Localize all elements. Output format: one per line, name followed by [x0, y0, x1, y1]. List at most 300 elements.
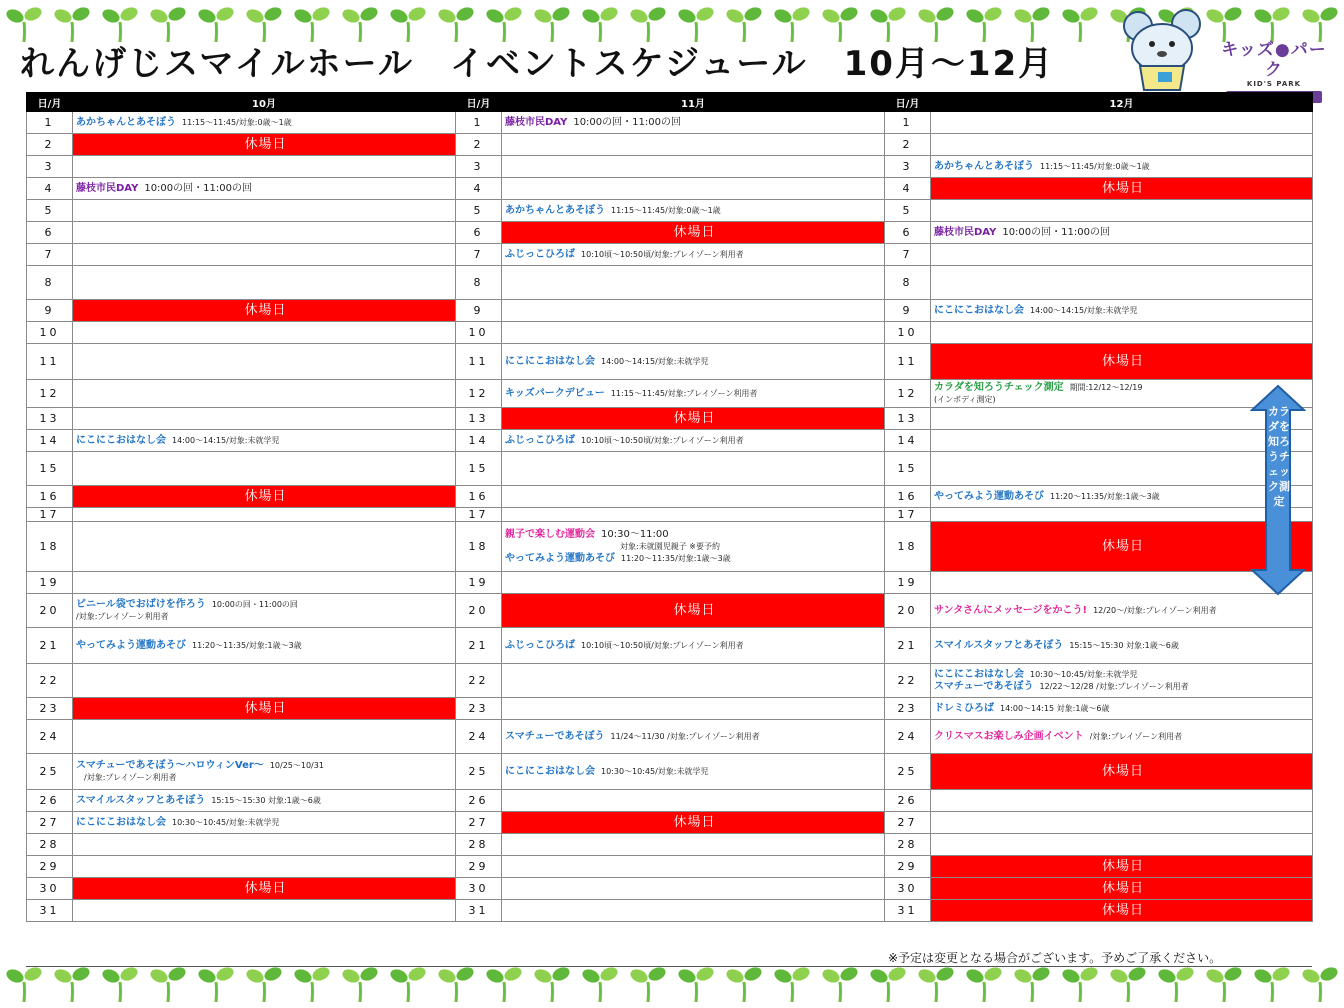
event-cell-oct	[73, 594, 456, 628]
sprout-icon	[820, 965, 859, 1002]
sprout-icon	[484, 965, 523, 1002]
table-row	[27, 812, 1313, 834]
event-cell-nov	[502, 430, 885, 452]
event-line	[76, 183, 455, 195]
sprout-icon	[916, 965, 955, 1002]
event-line	[505, 388, 884, 400]
event-cell-oct	[73, 628, 456, 664]
day-cell-nov: 12	[456, 380, 502, 408]
kids-park-logo	[1214, 40, 1334, 86]
table-row	[27, 380, 1313, 408]
day-cell-oct: 15	[27, 452, 73, 486]
event-cell-nov	[502, 486, 885, 508]
table-row	[27, 754, 1313, 790]
sprout-icon	[4, 965, 43, 1002]
sprout-icon	[244, 5, 283, 42]
sprout-icon	[148, 5, 187, 42]
table-row	[27, 178, 1313, 200]
event-detail: 10:30〜11:00	[601, 528, 669, 540]
day-cell-oct: 6	[27, 222, 73, 244]
event-cell-oct	[73, 380, 456, 408]
event-title: カラダを知ろうチェック測定	[934, 381, 1064, 393]
event-title: ドレミひろば	[934, 702, 994, 714]
day-cell-oct: 20	[27, 594, 73, 628]
event-cell-nov	[502, 900, 885, 922]
header-day-nov: 日/月	[456, 93, 502, 112]
header-month-dec: 12月	[931, 93, 1313, 112]
day-cell-nov: 3	[456, 156, 502, 178]
table-row	[27, 900, 1313, 922]
event-title: やってみよう運動あそび	[76, 639, 186, 651]
event-title: サンタさんにメッセージをかこう!	[934, 604, 1088, 616]
sprout-icon	[292, 5, 331, 42]
table-row	[27, 486, 1313, 508]
event-cell-oct	[73, 452, 456, 486]
event-detail: /対象:プレイゾーン利用者	[1089, 731, 1183, 741]
event-cell-dec	[931, 812, 1313, 834]
day-cell-oct: 13	[27, 408, 73, 430]
day-cell-oct: 30	[27, 878, 73, 900]
day-cell-nov: 25	[456, 754, 502, 790]
event-detail-line: /対象:プレイゾーン利用者	[76, 611, 169, 621]
day-cell-oct: 31	[27, 900, 73, 922]
event-cell-dec	[931, 134, 1313, 156]
sprout-icon	[196, 5, 235, 42]
event-cell-oct	[73, 812, 456, 834]
closed-day-cell-dec: 休場日	[931, 856, 1313, 878]
event-line	[76, 795, 455, 807]
day-cell-oct: 12	[27, 380, 73, 408]
event-title: スマチューであそぼう〜ハロウィンVer〜	[76, 759, 264, 771]
event-cell-dec	[931, 112, 1313, 134]
event-detail: 10:10頃〜10:50頃/対象:プレイゾーン利用者	[581, 435, 744, 445]
header-day-oct: 日/月	[27, 93, 73, 112]
sprout-icon	[868, 965, 907, 1002]
event-cell-dec	[931, 698, 1313, 720]
event-cell-oct	[73, 790, 456, 812]
event-line	[505, 435, 884, 447]
sprout-icon	[1252, 5, 1291, 42]
event-detail: 11:15〜11:45/対象:0歳〜1歳	[611, 205, 721, 215]
event-cell-dec	[931, 200, 1313, 222]
day-cell-oct: 17	[27, 508, 73, 522]
event-cell-oct	[73, 508, 456, 522]
sprout-icon	[4, 5, 43, 42]
event-detail: 10:00の回・11:00の回	[573, 116, 681, 128]
sprout-icon	[100, 965, 139, 1002]
day-cell-oct: 11	[27, 344, 73, 380]
closed-day-cell-dec: 休場日	[931, 900, 1313, 922]
event-detail: 10:30〜10:45/対象:未就学児	[601, 766, 709, 776]
sprout-icon	[1060, 965, 1099, 1002]
event-cell-nov	[502, 754, 885, 790]
event-line	[76, 117, 455, 129]
sprout-icon	[772, 965, 811, 1002]
day-cell-oct: 4	[27, 178, 73, 200]
sprout-icon	[148, 965, 187, 1002]
event-cell-nov	[502, 878, 885, 900]
day-cell-oct: 2	[27, 134, 73, 156]
event-cell-nov	[502, 698, 885, 720]
event-cell-oct	[73, 156, 456, 178]
event-cell-nov	[502, 720, 885, 754]
day-cell-oct: 24	[27, 720, 73, 754]
sprout-icon	[1012, 965, 1051, 1002]
table-row	[27, 878, 1313, 900]
sprout-icon	[820, 5, 859, 42]
event-title: にこにこおはなし会	[505, 355, 595, 367]
sprout-icon	[388, 965, 427, 1002]
logo-sub-text: KID'S PARK	[1246, 80, 1302, 88]
sprout-icon	[1156, 965, 1195, 1002]
day-cell-dec: 30	[885, 878, 931, 900]
event-detail: 14:00〜14:15/対象:未就学児	[601, 356, 709, 366]
closed-day-cell-dec: 休場日	[931, 178, 1313, 200]
event-detail-line: 対象:未就園児親子 ※要予約	[620, 541, 720, 551]
event-cell-oct	[73, 900, 456, 922]
sprout-icon	[196, 965, 235, 1002]
event-detail: 11:20〜11:35/対象:1歳〜3歳	[192, 640, 302, 650]
day-cell-dec: 19	[885, 572, 931, 594]
event-cell-nov	[502, 112, 885, 134]
event-line	[934, 681, 1312, 693]
event-title: 藤枝市民DAY	[934, 226, 997, 238]
event-line	[76, 599, 455, 611]
day-cell-nov: 14	[456, 430, 502, 452]
day-cell-oct: 23	[27, 698, 73, 720]
event-cell-dec	[931, 300, 1313, 322]
event-detail: 11:20〜11:35/対象:1歳〜3歳	[621, 553, 731, 563]
event-cell-nov	[502, 790, 885, 812]
event-cell-oct	[73, 430, 456, 452]
event-cell-oct	[73, 664, 456, 698]
day-cell-dec: 7	[885, 244, 931, 266]
table-row	[27, 134, 1313, 156]
event-detail: 10:30〜10:45/対象:未就学児	[172, 817, 280, 827]
event-detail: 10:00の回・11:00の回	[211, 599, 298, 609]
sprout-icon	[772, 5, 811, 42]
day-cell-nov: 8	[456, 266, 502, 300]
event-cell-dec	[931, 222, 1313, 244]
event-cell-dec	[931, 664, 1313, 698]
sprout-icon	[628, 965, 667, 1002]
event-detail: 10:00の回・11:00の回	[1002, 226, 1110, 238]
event-detail: 10:30〜10:45/対象:未就学児	[1030, 669, 1138, 679]
table-row	[27, 572, 1313, 594]
day-cell-nov: 26	[456, 790, 502, 812]
event-cell-nov	[502, 322, 885, 344]
sprout-icon	[292, 965, 331, 1002]
check-period-label: カラダを知ろうチェック測定	[1268, 405, 1290, 508]
event-title: スマイルスタッフとあそぼう	[934, 639, 1064, 651]
day-cell-dec: 9	[885, 300, 931, 322]
event-detail: 11/24〜11/30 /対象:プレイゾーン利用者	[610, 731, 760, 741]
closed-day-cell-dec: 休場日	[931, 878, 1313, 900]
day-cell-nov: 13	[456, 408, 502, 430]
day-cell-dec: 28	[885, 834, 931, 856]
event-cell-oct	[73, 322, 456, 344]
event-cell-nov	[502, 300, 885, 322]
table-row	[27, 408, 1313, 430]
sprout-icon	[436, 965, 475, 1002]
day-cell-dec: 16	[885, 486, 931, 508]
day-cell-oct: 28	[27, 834, 73, 856]
event-line	[76, 817, 455, 829]
event-cell-oct	[73, 522, 456, 572]
table-row	[27, 594, 1313, 628]
day-cell-oct: 8	[27, 266, 73, 300]
event-detail: 14:00〜14:15/対象:未就学児	[172, 435, 280, 445]
event-cell-dec	[931, 790, 1313, 812]
event-cell-oct	[73, 754, 456, 790]
event-detail: 14:00〜14:15 対象:1歳〜6歳	[1000, 703, 1110, 713]
event-title: ふじっこひろば	[505, 248, 575, 260]
event-title: にこにこおはなし会	[934, 668, 1024, 680]
event-title: あかちゃんとあそぼう	[76, 116, 176, 128]
event-title: にこにこおはなし会	[505, 765, 595, 777]
sprout-icon	[1300, 965, 1339, 1002]
day-cell-oct: 5	[27, 200, 73, 222]
table-row	[27, 720, 1313, 754]
sprout-icon	[52, 5, 91, 42]
event-title: クリスマスお楽しみ企画イベント	[934, 730, 1084, 742]
event-cell-oct	[73, 344, 456, 380]
day-cell-nov: 6	[456, 222, 502, 244]
event-detail: 15:15〜15:30 対象:1歳〜6歳	[211, 795, 321, 805]
sprout-icon	[1108, 965, 1147, 1002]
day-cell-nov: 19	[456, 572, 502, 594]
event-cell-dec	[931, 720, 1313, 754]
event-detail: 11:15〜11:45/対象:0歳〜1歳	[182, 117, 292, 127]
closed-day-cell-oct: 休場日	[73, 698, 456, 720]
event-cell-nov	[502, 572, 885, 594]
event-title: にこにこおはなし会	[76, 816, 166, 828]
event-line	[934, 640, 1312, 652]
sprout-icon	[388, 5, 427, 42]
event-line	[934, 305, 1312, 317]
event-title: にこにこおはなし会	[934, 304, 1024, 316]
event-title: キッズパークデビュー	[505, 387, 605, 399]
event-cell-oct	[73, 244, 456, 266]
event-detail: 12/22〜12/28 /対象:プレイゾーン利用者	[1039, 681, 1189, 691]
table-row	[27, 222, 1313, 244]
event-title: ビニール袋でおばけを作ろう	[76, 598, 206, 610]
event-cell-nov	[502, 266, 885, 300]
day-cell-dec: 3	[885, 156, 931, 178]
day-cell-dec: 29	[885, 856, 931, 878]
table-row	[27, 664, 1313, 698]
table-row	[27, 628, 1313, 664]
day-cell-nov: 23	[456, 698, 502, 720]
day-cell-dec: 4	[885, 178, 931, 200]
event-cell-oct	[73, 834, 456, 856]
event-line	[934, 161, 1312, 173]
day-cell-nov: 7	[456, 244, 502, 266]
event-cell-oct	[73, 572, 456, 594]
day-cell-dec: 23	[885, 698, 931, 720]
day-cell-oct: 9	[27, 300, 73, 322]
day-cell-oct: 22	[27, 664, 73, 698]
table-row	[27, 856, 1313, 878]
table-row	[27, 300, 1313, 322]
event-title: スマチューであそぼう	[505, 730, 605, 742]
day-cell-dec: 13	[885, 408, 931, 430]
table-row	[27, 344, 1313, 380]
event-detail: 14:00〜14:15/対象:未就学児	[1030, 305, 1138, 315]
event-line	[505, 249, 884, 261]
event-detail: 期間:12/12〜12/19	[1069, 382, 1143, 392]
event-line	[76, 640, 455, 652]
event-cell-nov	[502, 664, 885, 698]
day-cell-dec: 10	[885, 322, 931, 344]
day-cell-dec: 5	[885, 200, 931, 222]
table-row	[27, 322, 1313, 344]
sprout-icon	[964, 965, 1003, 1002]
event-line	[505, 731, 884, 743]
day-cell-nov: 16	[456, 486, 502, 508]
event-line	[934, 703, 1312, 715]
day-cell-oct: 1	[27, 112, 73, 134]
closed-day-cell-oct: 休場日	[73, 300, 456, 322]
event-title: 親子で楽しむ運動会	[505, 528, 595, 540]
table-row	[27, 522, 1313, 572]
day-cell-nov: 17	[456, 508, 502, 522]
event-detail: 12/20〜/対象:プレイゾーン利用者	[1093, 605, 1217, 615]
sprout-icon	[1252, 965, 1291, 1002]
event-cell-nov	[502, 508, 885, 522]
event-title: あかちゃんとあそぼう	[505, 204, 605, 216]
day-cell-dec: 21	[885, 628, 931, 664]
event-title: 藤枝市民DAY	[505, 116, 568, 128]
event-cell-dec	[931, 156, 1313, 178]
sprout-icon	[532, 5, 571, 42]
day-cell-nov: 2	[456, 134, 502, 156]
table-row	[27, 834, 1313, 856]
day-cell-oct: 26	[27, 790, 73, 812]
event-line	[505, 766, 884, 778]
event-detail-line: (インボディ測定)	[934, 394, 996, 404]
sprout-icon	[916, 5, 955, 42]
table-row	[27, 266, 1313, 300]
event-cell-oct	[73, 856, 456, 878]
day-cell-nov: 28	[456, 834, 502, 856]
header-month-oct: 10月	[73, 93, 456, 112]
event-line	[505, 553, 884, 565]
table-row	[27, 698, 1313, 720]
event-cell-oct	[73, 408, 456, 430]
sprout-icon	[1204, 5, 1243, 42]
day-cell-dec: 27	[885, 812, 931, 834]
day-cell-oct: 7	[27, 244, 73, 266]
event-title: やってみよう運動あそび	[934, 490, 1044, 502]
event-detail: 11:15〜11:45/対象:0歳〜1歳	[1040, 161, 1150, 171]
event-cell-nov	[502, 134, 885, 156]
event-line	[934, 227, 1312, 239]
day-cell-dec: 20	[885, 594, 931, 628]
event-cell-oct	[73, 112, 456, 134]
table-row	[27, 790, 1313, 812]
event-cell-oct	[73, 266, 456, 300]
event-cell-nov	[502, 522, 885, 572]
event-cell-dec	[931, 834, 1313, 856]
event-cell-nov	[502, 344, 885, 380]
closed-day-cell-oct: 休場日	[73, 134, 456, 156]
day-cell-nov: 5	[456, 200, 502, 222]
event-detail: 10:10頃〜10:50頃/対象:プレイゾーン利用者	[581, 249, 744, 259]
day-cell-nov: 4	[456, 178, 502, 200]
event-title: スマイルスタッフとあそぼう	[76, 794, 206, 806]
sprout-icon	[724, 5, 763, 42]
event-detail: 11:20〜11:35/対象:1歳〜3歳	[1050, 491, 1160, 501]
day-cell-oct: 14	[27, 430, 73, 452]
sprout-icon	[340, 965, 379, 1002]
day-cell-oct: 18	[27, 522, 73, 572]
event-line	[505, 356, 884, 368]
day-cell-nov: 9	[456, 300, 502, 322]
day-cell-oct: 3	[27, 156, 73, 178]
day-cell-dec: 11	[885, 344, 931, 380]
day-cell-oct: 16	[27, 486, 73, 508]
sprout-icon	[676, 965, 715, 1002]
event-title: にこにこおはなし会	[76, 434, 166, 446]
table-row	[27, 200, 1313, 222]
sprout-icon	[100, 5, 139, 42]
day-cell-oct: 29	[27, 856, 73, 878]
day-cell-dec: 18	[885, 522, 931, 572]
day-cell-oct: 19	[27, 572, 73, 594]
day-cell-dec: 6	[885, 222, 931, 244]
day-cell-dec: 25	[885, 754, 931, 790]
mascot-mouse-icon	[1120, 8, 1208, 92]
sprout-icon	[868, 5, 907, 42]
day-cell-dec: 1	[885, 112, 931, 134]
event-detail: 15:15〜15:30 対象:1歳〜6歳	[1069, 640, 1179, 650]
event-line	[934, 669, 1312, 681]
event-cell-oct	[73, 720, 456, 754]
table-row	[27, 430, 1313, 452]
event-title: スマチューであそぼう	[934, 680, 1034, 692]
event-cell-dec	[931, 244, 1313, 266]
table-row	[27, 508, 1313, 522]
event-line	[76, 435, 455, 447]
sprout-icon	[244, 965, 283, 1002]
event-title: ふじっこひろば	[505, 434, 575, 446]
event-cell-nov	[502, 628, 885, 664]
event-cell-nov	[502, 452, 885, 486]
day-cell-nov: 30	[456, 878, 502, 900]
event-cell-oct	[73, 222, 456, 244]
day-cell-oct: 21	[27, 628, 73, 664]
sprout-icon	[1204, 965, 1243, 1002]
event-cell-dec	[931, 322, 1313, 344]
closed-day-cell-nov: 休場日	[502, 408, 885, 430]
day-cell-dec: 17	[885, 508, 931, 522]
closed-day-cell-dec: 休場日	[931, 344, 1313, 380]
day-cell-nov: 18	[456, 522, 502, 572]
sprout-icon	[580, 5, 619, 42]
closed-day-cell-dec: 休場日	[931, 522, 1313, 572]
day-cell-nov: 10	[456, 322, 502, 344]
table-row	[27, 452, 1313, 486]
closed-day-cell-nov: 休場日	[502, 812, 885, 834]
sprout-icon	[724, 965, 763, 1002]
day-cell-nov: 31	[456, 900, 502, 922]
event-cell-oct	[73, 178, 456, 200]
logo-main-text: キッズ●パーク	[1221, 40, 1327, 80]
page-title: れんげじスマイルホール イベントスケジュール 10月〜12月	[20, 44, 1055, 84]
event-title: ふじっこひろば	[505, 639, 575, 651]
event-title: 藤枝市民DAY	[76, 182, 139, 194]
